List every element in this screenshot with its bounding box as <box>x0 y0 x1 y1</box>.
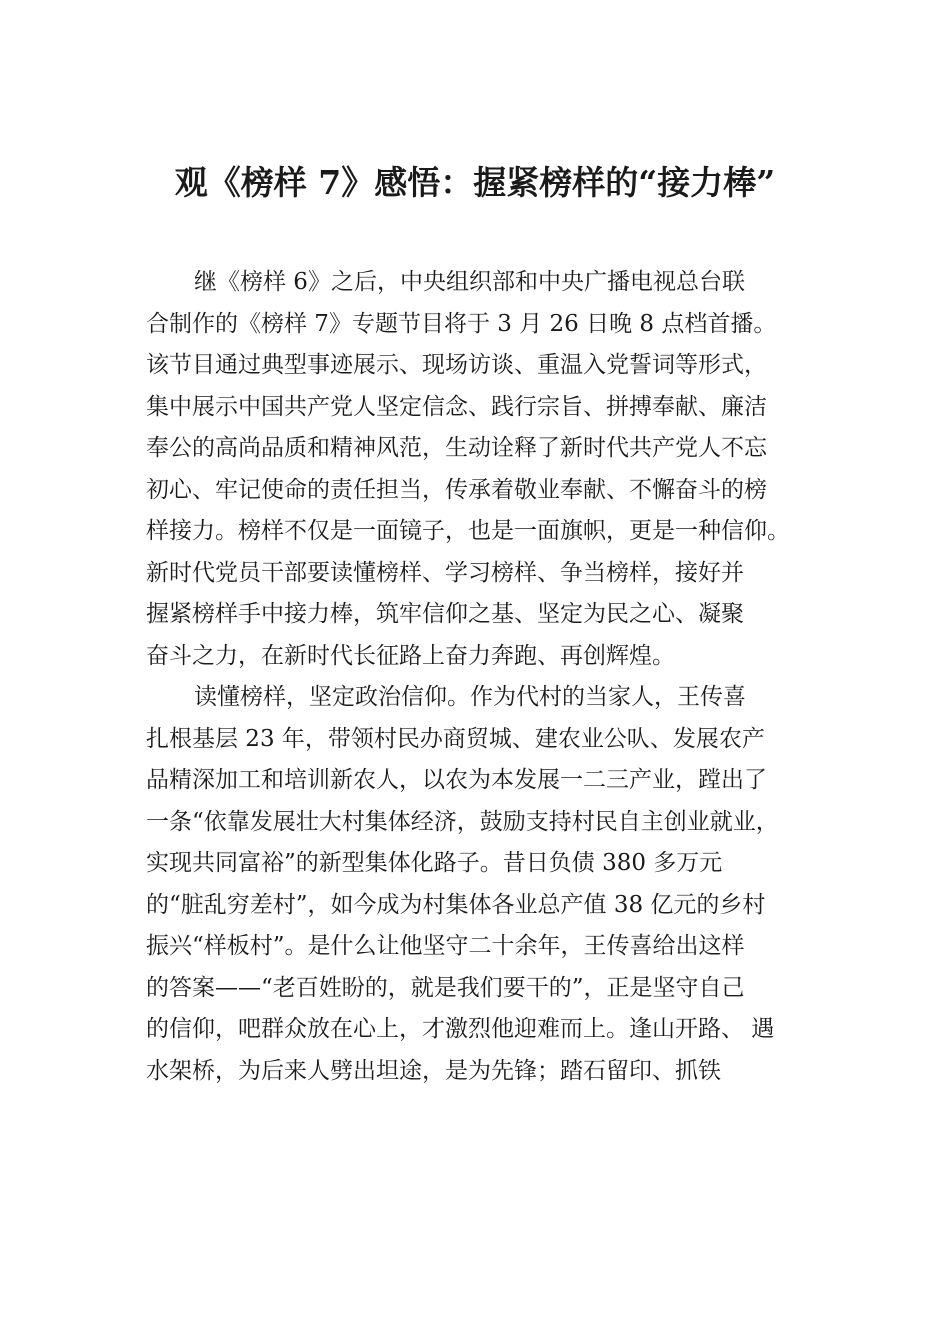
text-line: 合制作的《榜样 7》专题节目将于 3 月 26 日晚 8 点档首播。 <box>146 310 777 337</box>
document-title: 观《榜样 7》感悟：握紧榜样的“接力棒” <box>174 163 776 202</box>
text-line: 的“脏乱穷差村”，如今成为村集体各业总产值 38 亿元的乡村 <box>146 891 766 918</box>
document-body <box>146 262 846 1092</box>
text-line: 集中展示中国共产党人坚定信念、践行宗旨、拼搏奉献、廉洁 <box>146 393 767 420</box>
text-line: 读懂榜样，坚定政治信仰。作为代村的当家人，王传喜 <box>194 684 746 710</box>
text-line: 的信仰，吧群众放在心上，才激烈他迎难而上。逢山开路、 遇 <box>146 1016 775 1042</box>
text-line: 振兴“样板村”。是什么让他坚守二十余年，王传喜给出这样 <box>146 933 745 959</box>
text-line: 品精深加工和培训新农人，以农为本发展一二三产业，蹚出了 <box>146 767 767 793</box>
text-line: 实现共同富裕”的新型集体化路子。昔日负债 380 多万元 <box>146 850 723 876</box>
text-line: 奋斗之力，在新时代长征路上奋力奔跑、再创辉煌。 <box>146 642 675 669</box>
text-line: 水架桥，为后来人劈出坦途，是为先锋；踏石留印、抓铁 <box>146 1057 721 1084</box>
text-line: 的答案——“老百姓盼的，就是我们要干的”，正是坚守自己 <box>146 974 745 1001</box>
text-line: 扎根基层 23 年，带领村民办商贸城、建农业公㕥、发展农产 <box>146 725 765 752</box>
text-line: 初心、牢记使命的责任担当，传承着敬业奉献、不懈奋斗的榜 <box>146 476 767 503</box>
text-line: 该节目通过典型事迹展示、现场访谈、重温入党誓词等形式， <box>146 352 767 378</box>
text-line: 一条“依靠发展壮大村集体经济，鼓励支持村民自主创业就业， <box>146 808 779 835</box>
text-line: 继《榜样 6》之后，中央组织部和中央广播电视总台联 <box>194 269 745 295</box>
text-line: 样接力。榜样不仅是一面镜子，也是一面旗帜，更是一种信仰。 <box>146 518 790 544</box>
text-line: 握紧榜样手中接力棒，筑牢信仰之基、坚定为民之心、凝聚 <box>146 601 744 627</box>
text-line: 新时代党员干部要读懂榜样、学习榜样、争当榜样，接好并 <box>146 559 744 586</box>
text-line: 奉公的高尚品质和精神风范，生动诠释了新时代共产党人不忘 <box>146 435 767 461</box>
